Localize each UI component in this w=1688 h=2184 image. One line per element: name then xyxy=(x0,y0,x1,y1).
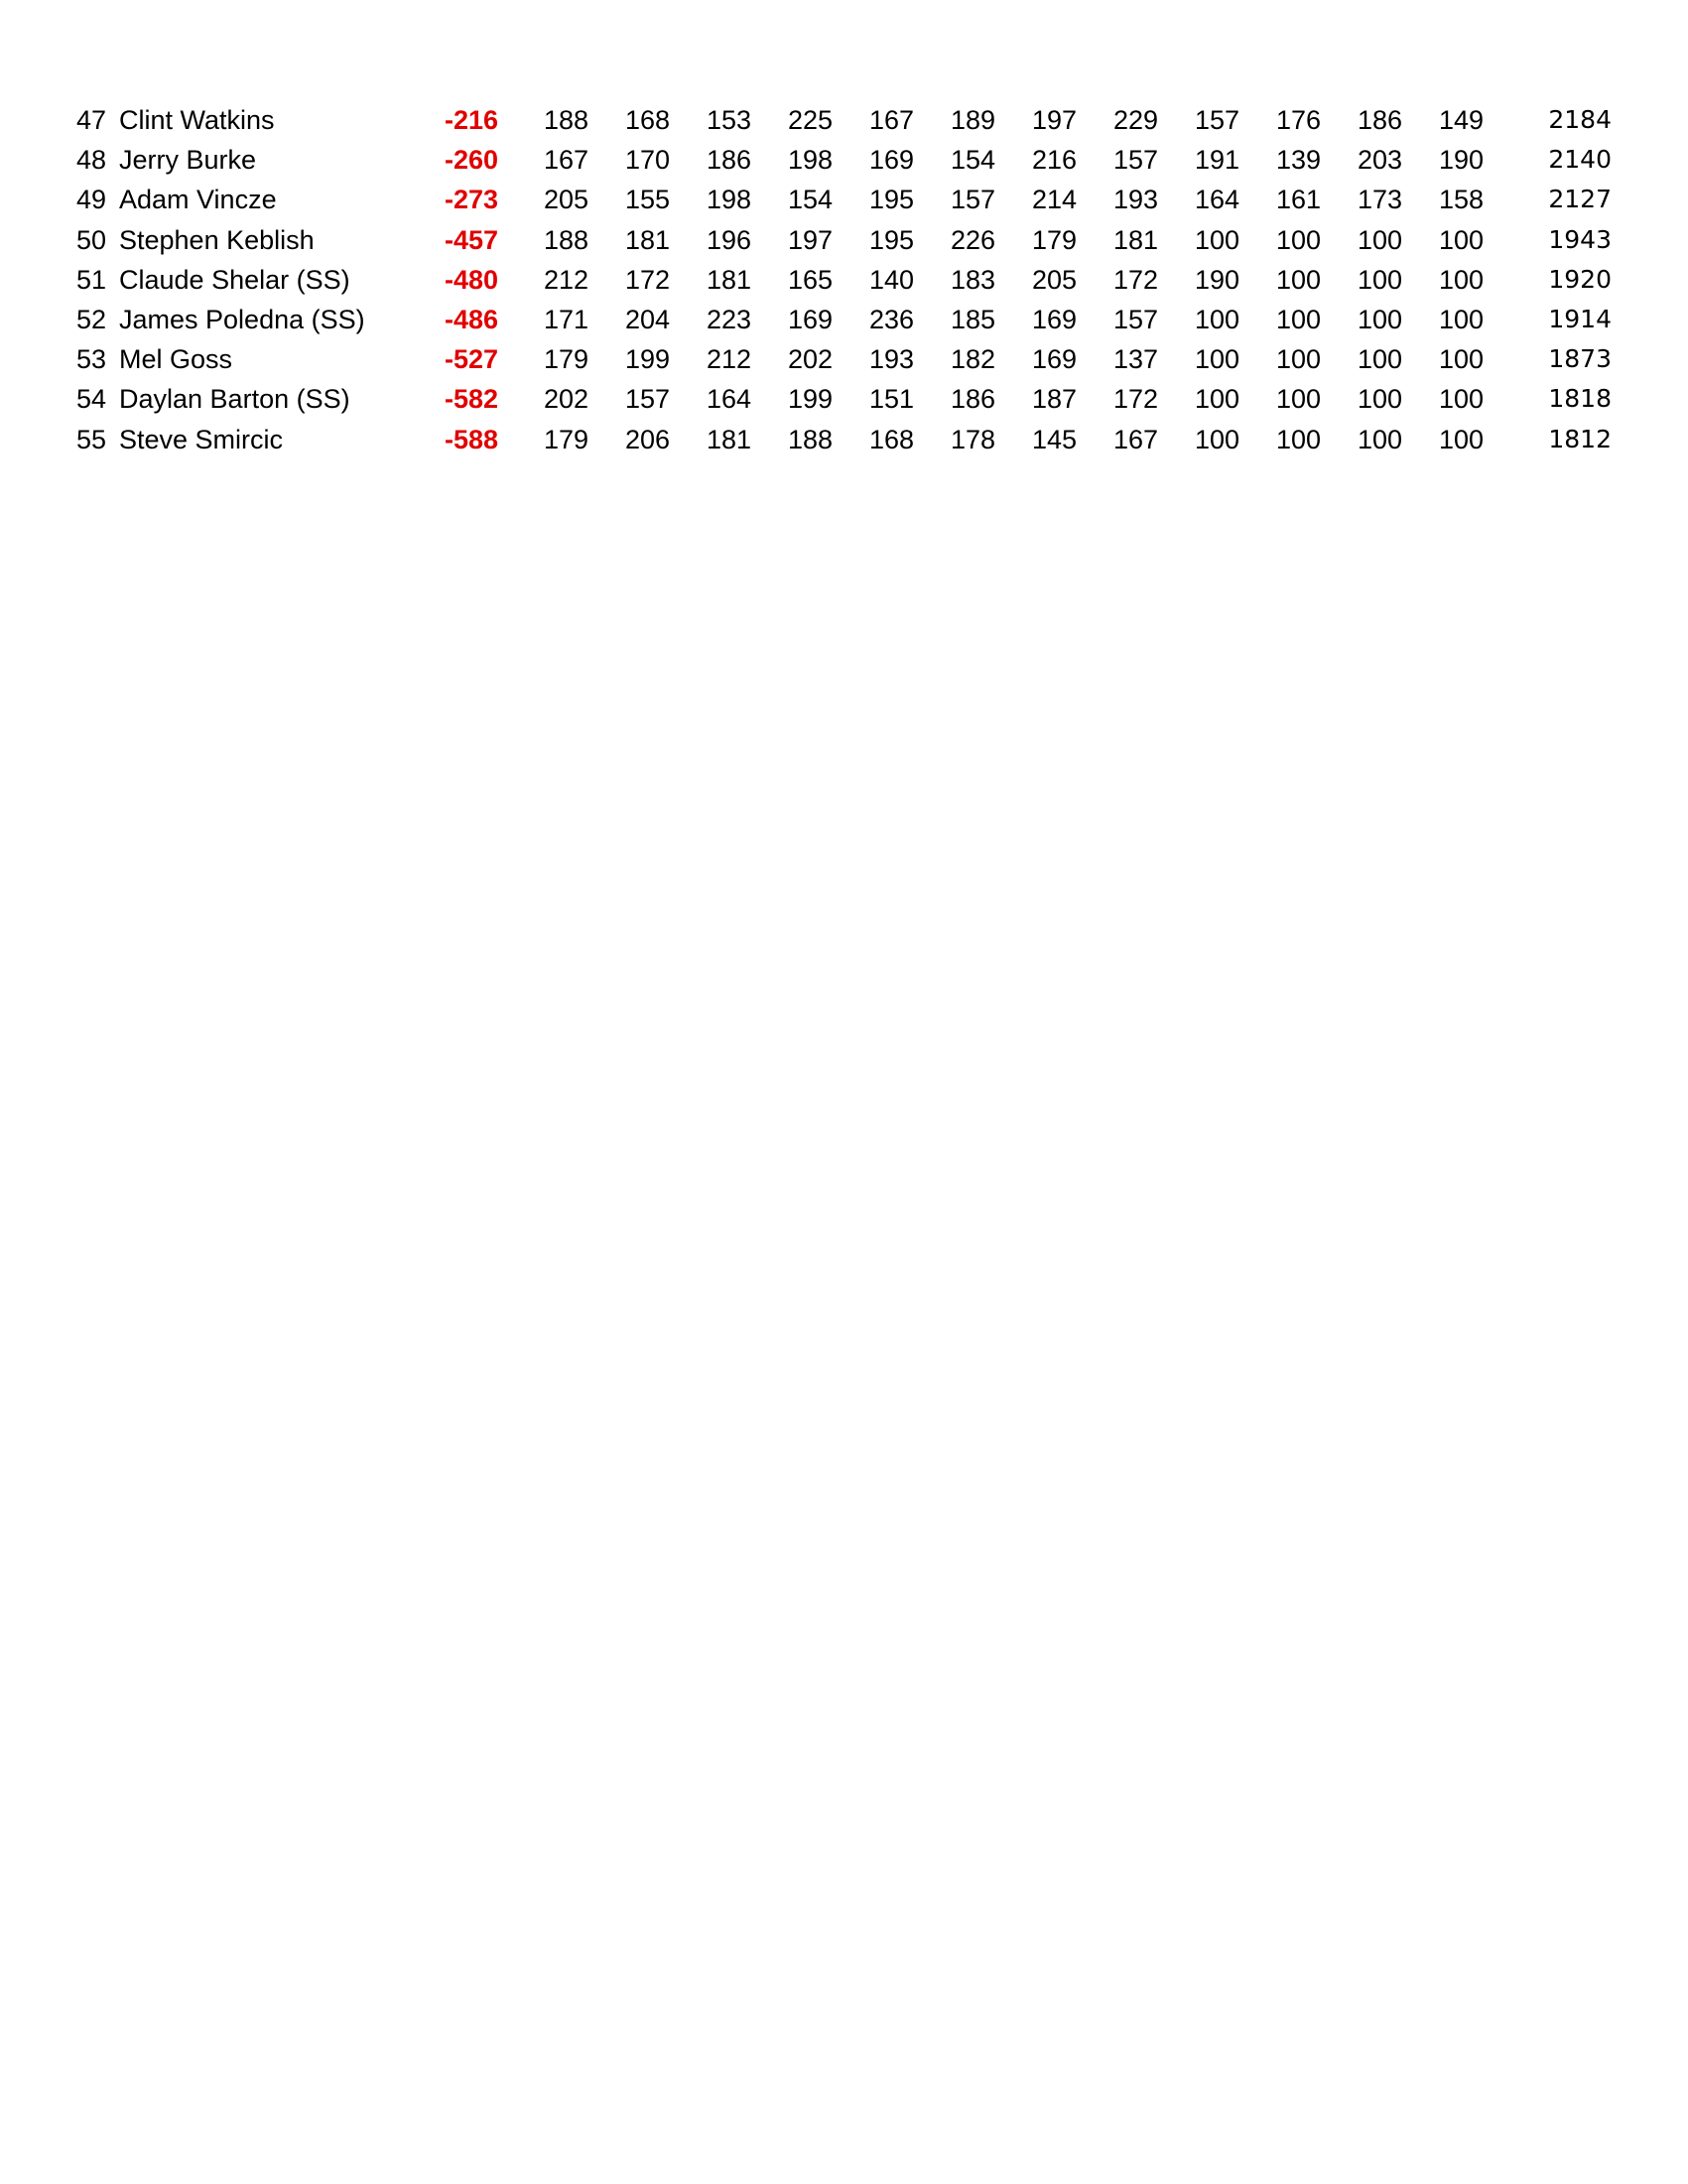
game-score-10: 100 xyxy=(1275,344,1321,375)
game-score-7: 214 xyxy=(1031,185,1077,215)
game-score-10: 100 xyxy=(1275,384,1321,415)
game-score-5: 151 xyxy=(868,384,914,415)
game-score-4: 154 xyxy=(787,185,833,215)
game-score-6: 189 xyxy=(950,105,995,135)
table-row xyxy=(0,420,1688,459)
row-rank: 49 xyxy=(76,185,107,215)
bowler-name: Claude Shelar (SS) xyxy=(119,264,350,295)
total-score: 1818 xyxy=(1548,384,1612,414)
total-score: 2140 xyxy=(1548,145,1612,175)
total-score: 1943 xyxy=(1548,224,1612,254)
game-score-3: 181 xyxy=(706,264,751,295)
game-score-8: 157 xyxy=(1112,304,1158,334)
game-score-1: 179 xyxy=(543,344,588,375)
game-score-12: 149 xyxy=(1438,105,1484,135)
table-row xyxy=(0,260,1688,300)
game-score-5: 236 xyxy=(868,304,914,334)
game-score-6: 185 xyxy=(950,304,995,334)
row-rank: 52 xyxy=(76,304,107,334)
score-difference: -273 xyxy=(444,185,498,215)
table-row xyxy=(0,140,1688,180)
game-score-7: 179 xyxy=(1031,224,1077,255)
game-score-5: 195 xyxy=(868,185,914,215)
bowler-name: Adam Vincze xyxy=(119,185,277,215)
game-score-7: 205 xyxy=(1031,264,1077,295)
game-score-4: 199 xyxy=(787,384,833,415)
game-score-12: 100 xyxy=(1438,424,1484,454)
game-score-2: 206 xyxy=(624,424,670,454)
game-score-12: 100 xyxy=(1438,304,1484,334)
bowler-name: Jerry Burke xyxy=(119,145,257,176)
game-score-8: 157 xyxy=(1112,145,1158,176)
game-score-10: 100 xyxy=(1275,224,1321,255)
game-score-4: 188 xyxy=(787,424,833,454)
row-rank: 55 xyxy=(76,424,107,454)
row-rank: 51 xyxy=(76,264,107,295)
total-score: 1812 xyxy=(1548,424,1612,453)
game-score-1: 167 xyxy=(543,145,588,176)
bowler-name: Daylan Barton (SS) xyxy=(119,384,350,415)
game-score-3: 164 xyxy=(706,384,751,415)
game-score-9: 157 xyxy=(1194,105,1239,135)
game-score-10: 161 xyxy=(1275,185,1321,215)
game-score-1: 212 xyxy=(543,264,588,295)
total-score: 2184 xyxy=(1548,105,1612,134)
game-score-5: 140 xyxy=(868,264,914,295)
game-score-3: 181 xyxy=(706,424,751,454)
row-rank: 50 xyxy=(76,224,107,255)
game-score-8: 193 xyxy=(1112,185,1158,215)
row-rank: 47 xyxy=(76,105,107,135)
total-score: 1920 xyxy=(1548,264,1612,294)
game-score-11: 100 xyxy=(1357,384,1402,415)
game-score-5: 169 xyxy=(868,145,914,176)
game-score-11: 100 xyxy=(1357,304,1402,334)
game-score-11: 203 xyxy=(1357,145,1402,176)
game-score-7: 197 xyxy=(1031,105,1077,135)
score-difference: -457 xyxy=(444,224,498,255)
game-score-2: 204 xyxy=(624,304,670,334)
table-row xyxy=(0,180,1688,219)
game-score-11: 100 xyxy=(1357,424,1402,454)
game-score-3: 198 xyxy=(706,185,751,215)
total-score: 1873 xyxy=(1548,344,1612,374)
bowler-name: Clint Watkins xyxy=(119,105,275,135)
score-difference: -260 xyxy=(444,145,498,176)
bowler-name: Mel Goss xyxy=(119,344,233,375)
game-score-2: 172 xyxy=(624,264,670,295)
game-score-1: 188 xyxy=(543,105,588,135)
bowler-name: James Poledna (SS) xyxy=(119,304,365,334)
row-rank: 53 xyxy=(76,344,107,375)
game-score-1: 205 xyxy=(543,185,588,215)
game-score-8: 167 xyxy=(1112,424,1158,454)
game-score-2: 181 xyxy=(624,224,670,255)
game-score-2: 199 xyxy=(624,344,670,375)
standings-table xyxy=(0,100,1688,459)
score-difference: -480 xyxy=(444,264,498,295)
game-score-11: 173 xyxy=(1357,185,1402,215)
game-score-3: 153 xyxy=(706,105,751,135)
game-score-10: 100 xyxy=(1275,424,1321,454)
game-score-2: 157 xyxy=(624,384,670,415)
score-difference: -527 xyxy=(444,344,498,375)
game-score-7: 187 xyxy=(1031,384,1077,415)
game-score-6: 154 xyxy=(950,145,995,176)
game-score-4: 202 xyxy=(787,344,833,375)
game-score-12: 190 xyxy=(1438,145,1484,176)
game-score-5: 167 xyxy=(868,105,914,135)
game-score-6: 186 xyxy=(950,384,995,415)
game-score-3: 212 xyxy=(706,344,751,375)
game-score-7: 169 xyxy=(1031,304,1077,334)
game-score-1: 179 xyxy=(543,424,588,454)
game-score-6: 182 xyxy=(950,344,995,375)
row-rank: 48 xyxy=(76,145,107,176)
game-score-1: 171 xyxy=(543,304,588,334)
game-score-4: 197 xyxy=(787,224,833,255)
total-score: 2127 xyxy=(1548,185,1612,214)
game-score-11: 100 xyxy=(1357,264,1402,295)
game-score-4: 198 xyxy=(787,145,833,176)
game-score-9: 191 xyxy=(1194,145,1239,176)
game-score-12: 100 xyxy=(1438,384,1484,415)
bowler-name: Steve Smircic xyxy=(119,424,284,454)
game-score-2: 168 xyxy=(624,105,670,135)
game-score-12: 100 xyxy=(1438,344,1484,375)
game-score-6: 183 xyxy=(950,264,995,295)
game-score-11: 186 xyxy=(1357,105,1402,135)
game-score-5: 193 xyxy=(868,344,914,375)
game-score-1: 188 xyxy=(543,224,588,255)
game-score-8: 181 xyxy=(1112,224,1158,255)
game-score-7: 216 xyxy=(1031,145,1077,176)
game-score-8: 229 xyxy=(1112,105,1158,135)
row-rank: 54 xyxy=(76,384,107,415)
game-score-3: 223 xyxy=(706,304,751,334)
game-score-11: 100 xyxy=(1357,344,1402,375)
total-score: 1914 xyxy=(1548,304,1612,333)
game-score-8: 172 xyxy=(1112,264,1158,295)
game-score-9: 100 xyxy=(1194,224,1239,255)
bowler-name: Stephen Keblish xyxy=(119,224,315,255)
game-score-7: 169 xyxy=(1031,344,1077,375)
game-score-4: 225 xyxy=(787,105,833,135)
table-row xyxy=(0,220,1688,260)
game-score-9: 190 xyxy=(1194,264,1239,295)
game-score-1: 202 xyxy=(543,384,588,415)
score-difference: -216 xyxy=(444,105,498,135)
game-score-9: 164 xyxy=(1194,185,1239,215)
game-score-5: 168 xyxy=(868,424,914,454)
game-score-9: 100 xyxy=(1194,304,1239,334)
score-difference: -486 xyxy=(444,304,498,334)
game-score-11: 100 xyxy=(1357,224,1402,255)
score-difference: -582 xyxy=(444,384,498,415)
game-score-6: 178 xyxy=(950,424,995,454)
game-score-4: 165 xyxy=(787,264,833,295)
game-score-2: 170 xyxy=(624,145,670,176)
score-difference: -588 xyxy=(444,424,498,454)
game-score-12: 100 xyxy=(1438,224,1484,255)
game-score-10: 139 xyxy=(1275,145,1321,176)
game-score-9: 100 xyxy=(1194,384,1239,415)
game-score-10: 176 xyxy=(1275,105,1321,135)
table-row xyxy=(0,339,1688,379)
game-score-10: 100 xyxy=(1275,264,1321,295)
game-score-3: 196 xyxy=(706,224,751,255)
table-row xyxy=(0,379,1688,419)
game-score-3: 186 xyxy=(706,145,751,176)
game-score-2: 155 xyxy=(624,185,670,215)
game-score-9: 100 xyxy=(1194,344,1239,375)
game-score-8: 137 xyxy=(1112,344,1158,375)
game-score-12: 100 xyxy=(1438,264,1484,295)
game-score-9: 100 xyxy=(1194,424,1239,454)
game-score-10: 100 xyxy=(1275,304,1321,334)
game-score-7: 145 xyxy=(1031,424,1077,454)
table-row xyxy=(0,100,1688,140)
game-score-12: 158 xyxy=(1438,185,1484,215)
game-score-6: 226 xyxy=(950,224,995,255)
game-score-6: 157 xyxy=(950,185,995,215)
game-score-8: 172 xyxy=(1112,384,1158,415)
table-row xyxy=(0,300,1688,339)
game-score-5: 195 xyxy=(868,224,914,255)
game-score-4: 169 xyxy=(787,304,833,334)
